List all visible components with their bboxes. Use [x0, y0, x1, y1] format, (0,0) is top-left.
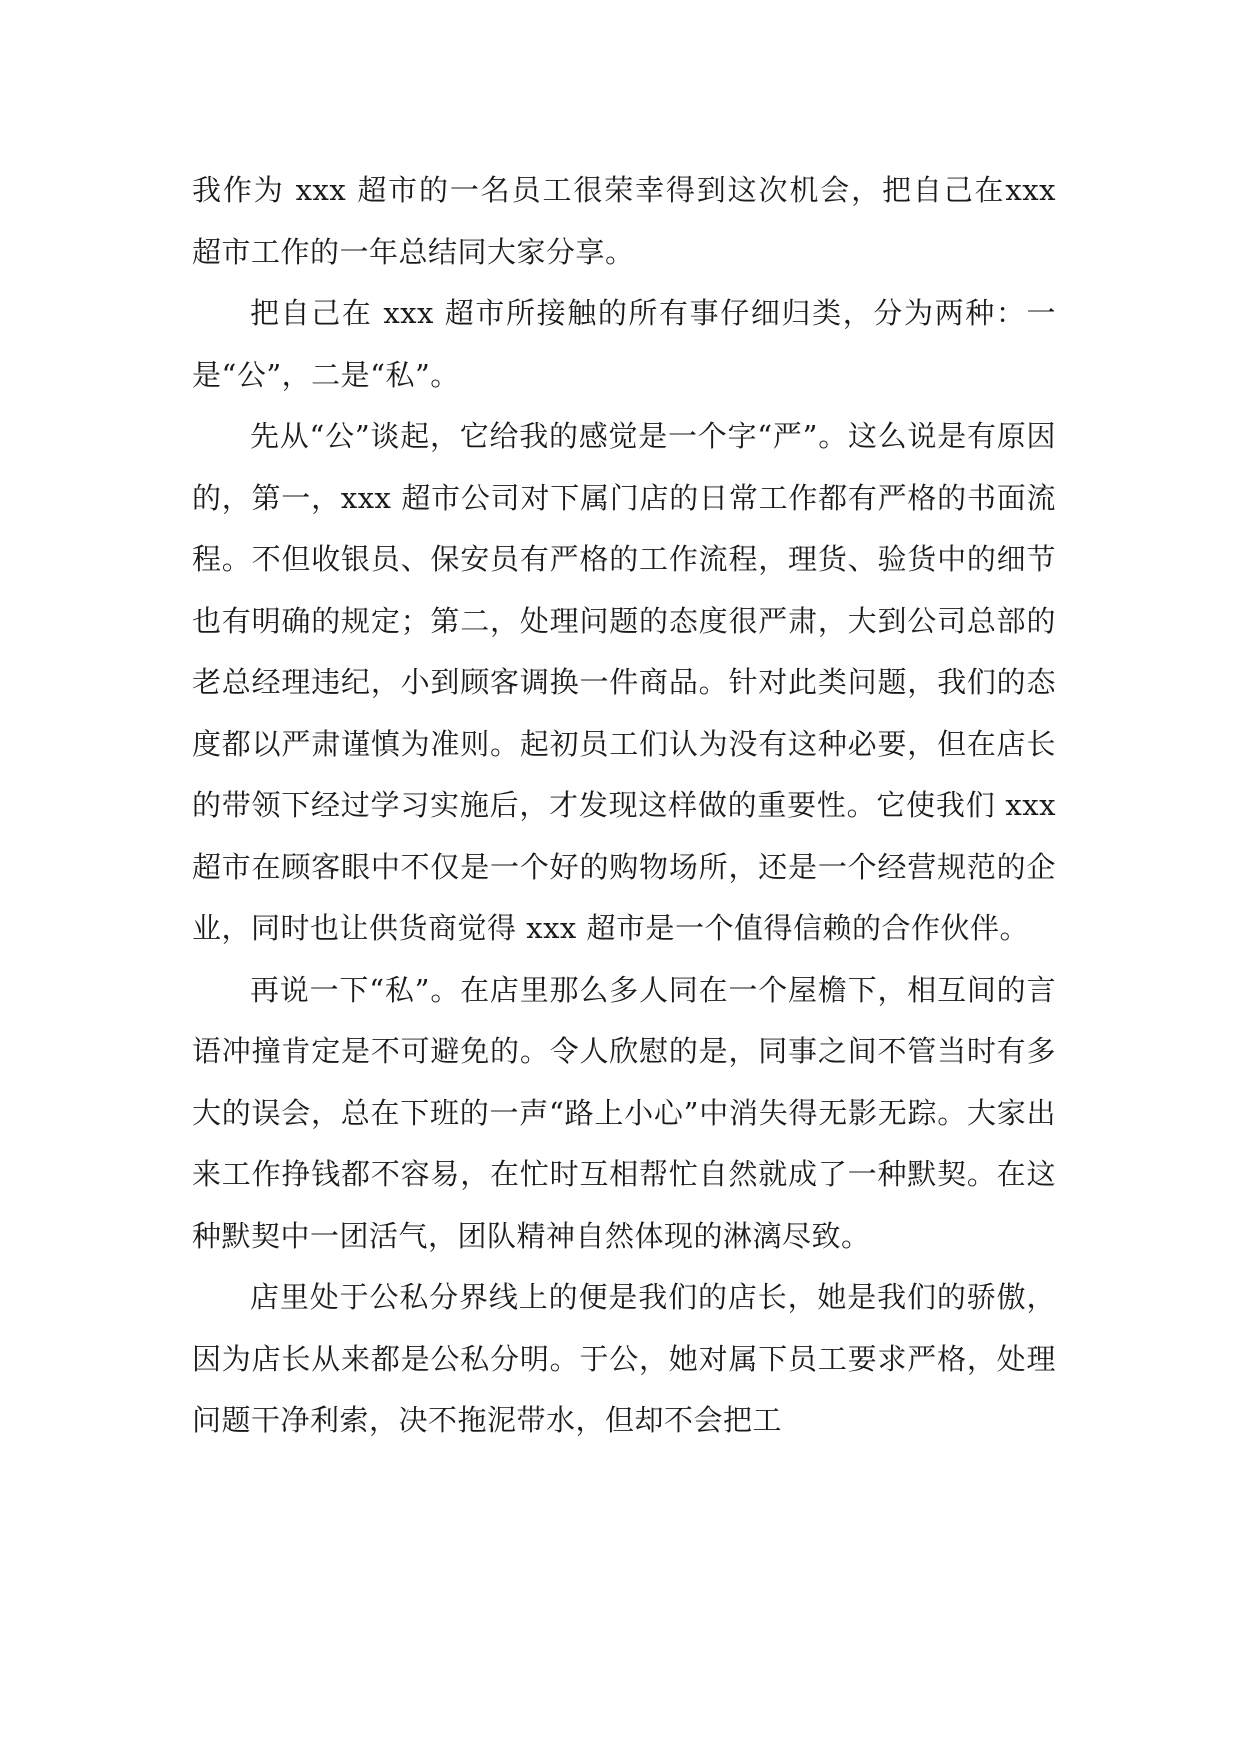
- paragraph-store-manager: 店里处于公私分界线上的便是我们的店长，她是我们的骄傲，因为店长从来都是公私分明。于公，她对属下员工要求严格，处理问题干净利索，决不拖泥带水，但却不会把工: [192, 1280, 1056, 1437]
- paragraph-intro: 我作为 xxx 超市的一名员工很荣幸得到这次机会，把自己在xxx 超市工作的一年总结同大家分享。: [192, 173, 1056, 269]
- paragraph-private: 再说一下“私”。在店里那么多人同在一个屋檐下，相互间的言语冲撞肯定是不可避免的。令人欣慰的是，同事之间不管当时有多大的误会，总在下班的一声“路上小心”中消失得无影无踪。大家出来工作挣钱都不容易，在忙时互相帮忙自然就成了一种默契。在这种默契中一团活气，团队精神自然体现的淋漓尽致。: [192, 972, 1056, 1253]
- paragraph-classification: 把自己在 xxx 超市所接触的所有事仔细归类，分为两种：一是“公”，二是“私”。: [192, 296, 1056, 392]
- document-body: [192, 160, 1056, 1452]
- paragraph-public: 先从“公”谈起，它给我的感觉是一个字“严”。这么说是有原因的，第一，xxx 超市公司对下属门店的日常工作都有严格的书面流程。不但收银员、保安员有严格的工作流程，理货、验货中的细节也有明确的规定；第二，处理问题的态度很严肃，大到公司总部的老总经理违纪，小到顾客调换一件商品。针对此类问题，我们的态度都以严肃谨慎为准则。起初员工们认为没有这种必要，但在店长的带领下经过学习实施后，才发现这样做的重要性。它使我们 xxx 超市在顾客眼中不仅是一个好的购物场所，还是一个经营规范的企业，同时也让供货商觉得 xxx 超市是一个值得信赖的合作伙伴。: [192, 419, 1056, 945]
